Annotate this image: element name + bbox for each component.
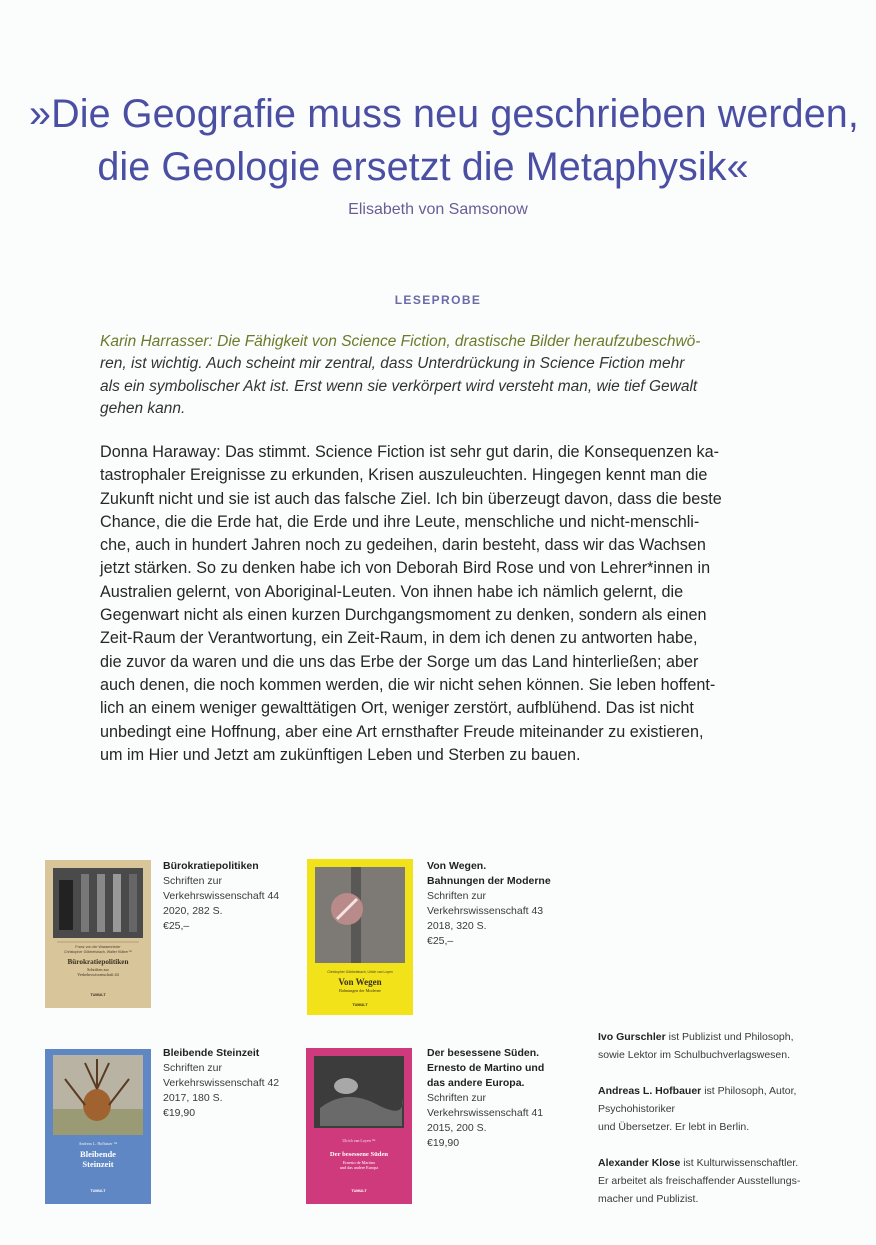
book-title: Bahnungen der Moderne xyxy=(427,875,551,887)
answer-line: Chance, die die Erde hat, die Erde und ihre Leute, menschliche und nicht-menschli- xyxy=(100,512,700,531)
author-bio-1 xyxy=(598,1028,858,1064)
book-detail: 2020, 282 S. xyxy=(163,905,223,917)
question-line xyxy=(100,331,760,353)
book-detail: Schriften zur xyxy=(427,1092,486,1104)
book-title: Bürokratiepolitiken xyxy=(163,860,259,872)
bio-line xyxy=(598,1154,858,1172)
cover-1-publisher: TUMULT xyxy=(90,993,106,997)
book-detail: Verkehrswissenschaft 41 xyxy=(427,1107,544,1119)
book-title: das andere Europa. xyxy=(427,1077,525,1089)
author-bio-2 xyxy=(598,1082,858,1136)
cover-1-top-2: Christopher Göbbelsbach, Walter Kläber™ xyxy=(64,950,132,954)
question-line: gehen kann. xyxy=(100,400,186,418)
cover-2-subtitle: Bahnungen der Moderne xyxy=(339,988,381,993)
book-info-2 xyxy=(427,859,567,949)
book-detail: 2015, 200 S. xyxy=(427,1122,487,1134)
book-price: €19,90 xyxy=(427,1137,460,1149)
cover-1-subtitle: Schriften zur xyxy=(87,967,109,972)
answer-line: jetzt stärken. So zu denken habe ich von Deborah Bird Rose und von Lehrer*innen in xyxy=(100,559,711,578)
cover-3-title-2: Steinzeit xyxy=(82,1159,114,1169)
bio-text: ist Kulturwissenschaftler. xyxy=(680,1157,799,1169)
question-line: als ein symbolischer Akt ist. Erst wenn sie verkörpert wird versteht man, wie tief Gewalt xyxy=(100,377,698,395)
bio-line: Er arbeitet als freischaffender Ausstellungs- xyxy=(598,1175,801,1187)
author-name: Alexander Klose xyxy=(598,1157,681,1169)
book-info-4 xyxy=(427,1046,567,1151)
quote-line-1: »Die Geografie muss neu geschrieben werden, xyxy=(29,92,859,136)
book-cover-2[interactable] xyxy=(307,859,413,1015)
answer-line: um im Hier und Jetzt am zukünftigen Leben und Sterben zu bauen. xyxy=(100,745,581,764)
book-detail: 2018, 320 S. xyxy=(427,920,487,932)
bio-line: sowie Lektor im Schulbuchverlagswesen. xyxy=(598,1049,791,1061)
book-detail: Schriften zur xyxy=(163,875,222,887)
question-text-1: Die Fähigkeit von Science Fiction, drastische Bilder heraufzubeschwö- xyxy=(212,333,701,350)
cover-1-subtitle-2: Verkehrswissenschaft 44 xyxy=(77,972,119,977)
quote-line-2: die Geologie ersetzt die Metaphysik« xyxy=(97,145,749,189)
question-line: ren, ist wichtig. Auch scheint mir zentral, dass Unterdrückung in Science Fiction mehr xyxy=(100,355,685,373)
answer-line: lich an einem weniger gewalttätigen Ort, weniger zerstört, aufblühend. Das ist nicht xyxy=(100,699,694,718)
cover-1-title: Bürokratiepolitiken xyxy=(67,958,129,966)
book-price: €25,– xyxy=(163,920,190,932)
book-detail: Schriften zur xyxy=(163,1062,222,1074)
book-title: Bleibende Steinzeit xyxy=(163,1047,260,1059)
author-bio-3 xyxy=(598,1154,858,1208)
bio-line xyxy=(598,1082,858,1100)
interview-answer xyxy=(100,441,760,767)
answer-line: Australien gelernt, von Aboriginal-Leuten. Von ihnen habe ich nämlich gelernt, die xyxy=(100,582,684,601)
book-detail: Verkehrswissenschaft 42 xyxy=(163,1077,280,1089)
book-title: Der besessene Süden. xyxy=(427,1047,540,1059)
cover-1-top: Franz von der Wassenrieder xyxy=(75,945,121,949)
cover-2-title: Von Wegen xyxy=(338,977,382,987)
cover-4-title: Der besessene Süden xyxy=(329,1151,389,1158)
cover-4-subtitle-2: und das andere Europa xyxy=(339,1165,379,1170)
answer-line: Zukunft nicht und sie ist auch das falsche Ziel. Ich bin überzeugt davon, dass die beste xyxy=(100,489,722,508)
book-info-1 xyxy=(163,859,303,934)
author-name: Andreas L. Hofbauer xyxy=(598,1085,702,1097)
answer-line: unbedingt eine Hoffnung, aber eine Art ernsthafter Freude miteinander zu existieren, xyxy=(100,722,704,741)
book-cover-3[interactable] xyxy=(45,1049,151,1204)
answer-line: che, auch in hundert Jahren noch zu gedeihen, darin besteht, dass wir das Wachsen xyxy=(100,536,706,555)
answer-line: Gegenwart nicht als einen kurzen Durchgangsmoment zu denken, sondern als einen xyxy=(100,606,707,625)
book-price: €19,90 xyxy=(163,1107,196,1119)
book-detail: Verkehrswissenschaft 43 xyxy=(427,905,544,917)
answer-line: Zeit-Raum der Verantwortung, ein Zeit-Raum, in dem ich denen zu antworten habe, xyxy=(100,629,698,648)
book-detail: Schriften zur xyxy=(427,890,486,902)
cover-2-top: Christopher Göbbelsbach, Ulrich van Loyen xyxy=(327,970,393,974)
bio-line xyxy=(598,1028,858,1046)
interview-question xyxy=(100,331,760,421)
bio-line: Psychohistoriker xyxy=(598,1103,676,1115)
book-info-3 xyxy=(163,1046,303,1121)
book-cover-4[interactable] xyxy=(306,1048,412,1204)
bio-text: ist Philosoph, Autor, xyxy=(701,1085,797,1097)
cover-3-publisher: TUMULT xyxy=(90,1189,106,1193)
cover-2-publisher: TUMULT xyxy=(352,1003,368,1007)
bio-line: macher und Publizist. xyxy=(598,1193,699,1205)
author-name: Ivo Gurschler xyxy=(598,1031,666,1043)
book-title: Von Wegen. xyxy=(427,860,487,872)
pull-quote xyxy=(0,88,876,194)
bio-text: ist Publizist und Philosoph, xyxy=(665,1031,794,1043)
book-price: €25,– xyxy=(427,935,454,947)
book-detail: 2017, 180 S. xyxy=(163,1092,223,1104)
cover-4-publisher: TUMULT xyxy=(351,1189,367,1193)
author-bios xyxy=(598,1028,858,1226)
answer-line: tastrophaler Ereignisse zu erkunden, Krisen auszuleuchten. Hingegen kennt man die xyxy=(100,466,708,485)
answer-line: Donna Haraway: Das stimmt. Science Fiction ist sehr gut darin, die Konsequenzen ka- xyxy=(100,443,720,461)
book-detail: Verkehrswissenschaft 44 xyxy=(163,890,280,902)
answer-line: die zuvor da waren und die uns das Erbe der Sorge um das Land hinterließen; aber xyxy=(100,652,699,671)
cover-4-subtitle: Ernesto de Martino xyxy=(342,1160,376,1165)
bio-line: und Übersetzer. Er lebt in Berlin. xyxy=(598,1121,750,1133)
cover-3-title: Bleibende xyxy=(80,1149,116,1159)
book-title: Ernesto de Martino und xyxy=(427,1062,545,1074)
answer-line: auch denen, die noch kommen werden, die wir nicht sehen können. Sie leben hoffent- xyxy=(100,675,716,694)
section-label: LESEPROBE xyxy=(394,293,482,307)
quote-author: Elisabeth von Samsonow xyxy=(348,201,528,218)
cover-3-top: Andreas L. Hofbauer ™ xyxy=(78,1141,118,1146)
question-speaker: Karin Harrasser: xyxy=(100,333,213,350)
cover-4-top: Ulrich van Loyen ™ xyxy=(342,1138,376,1143)
book-cover-1[interactable] xyxy=(45,860,151,1008)
